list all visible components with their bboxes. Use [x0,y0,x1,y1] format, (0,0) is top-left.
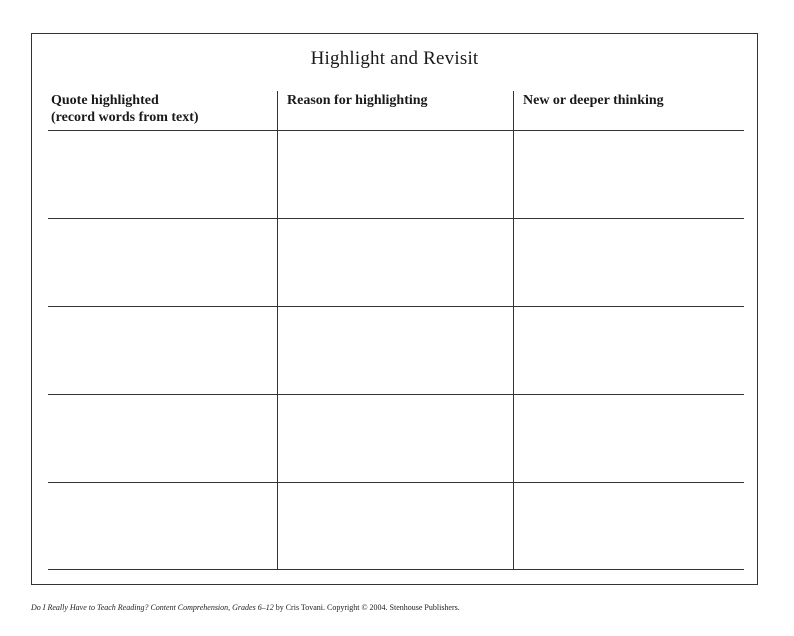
answer-cell-quote[interactable] [48,307,277,394]
answer-cell-thinking[interactable] [514,219,744,306]
column-header-line: New or deeper thinking [523,93,664,108]
answer-cell-thinking[interactable] [514,307,744,394]
worksheet-frame [31,33,758,585]
copyright-credit: by Cris Tovani. Copyright © 2004. Stenhouse Publishers. [273,603,460,612]
answer-cell-quote[interactable] [48,219,277,306]
answer-cell-thinking[interactable] [514,395,744,482]
column-header-quote [51,92,199,126]
answer-cell-quote[interactable] [48,395,277,482]
answer-cell-reason[interactable] [278,395,513,482]
row-line [48,569,744,570]
answer-cell-reason[interactable] [278,307,513,394]
answer-cell-reason[interactable] [278,219,513,306]
answer-cell-quote[interactable] [48,483,277,569]
page-title: Highlight and Revisit [310,48,479,69]
answer-cell-reason[interactable] [278,131,513,218]
column-header-line: Quote highlighted [51,93,159,108]
answer-cell-thinking[interactable] [514,483,744,569]
column-header-thinking [523,92,664,109]
answer-cell-reason[interactable] [278,483,513,569]
column-header-line: Reason for highlighting [287,93,428,108]
column-header-reason [287,92,428,109]
column-header-line: (record words from text) [51,110,199,125]
book-title: Do I Really Have to Teach Reading? Content Comprehension, Grades 6–12 [31,603,274,612]
copyright-footer [31,603,460,612]
answer-cell-thinking[interactable] [514,131,744,218]
answer-cell-quote[interactable] [48,131,277,218]
